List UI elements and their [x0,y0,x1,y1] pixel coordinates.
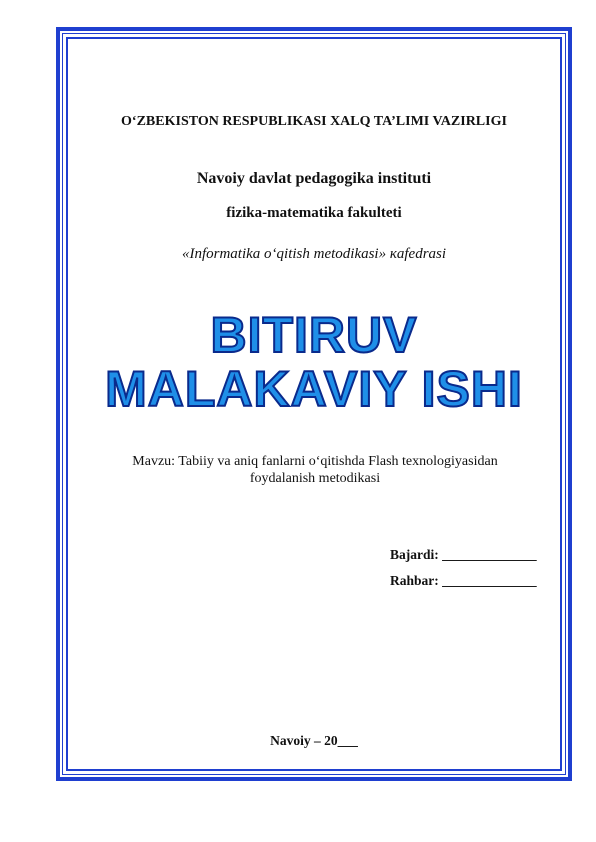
faculty-name: fizika-matematika fakulteti [226,205,402,221]
city-year: Navoiy – 20___ [270,733,358,748]
institute-name: Navoiy davlat pedagogika instituti [196,170,432,187]
author-signature-line: Bajardi: ______________ [390,547,537,562]
supervisor-signature-line: Rahbar: ______________ [390,573,537,588]
ministry-heading: O‘ZBEKISTON RESPUBLIKASI XALQ TA’LIMI VAZIRLIGI [121,114,507,129]
title-line-2: MALAKAVIY ISHI [105,361,523,417]
title-line-1: BITIRUV [210,307,418,363]
thesis-topic: Mavzu: Tabiiy va aniq fanlarni o‘qitishda Flash texnologiyasidan foydalanish metodikasi [132,454,498,486]
department-name: «Informatika o‘qitish metodikasi» кafedrasi [181,246,447,262]
